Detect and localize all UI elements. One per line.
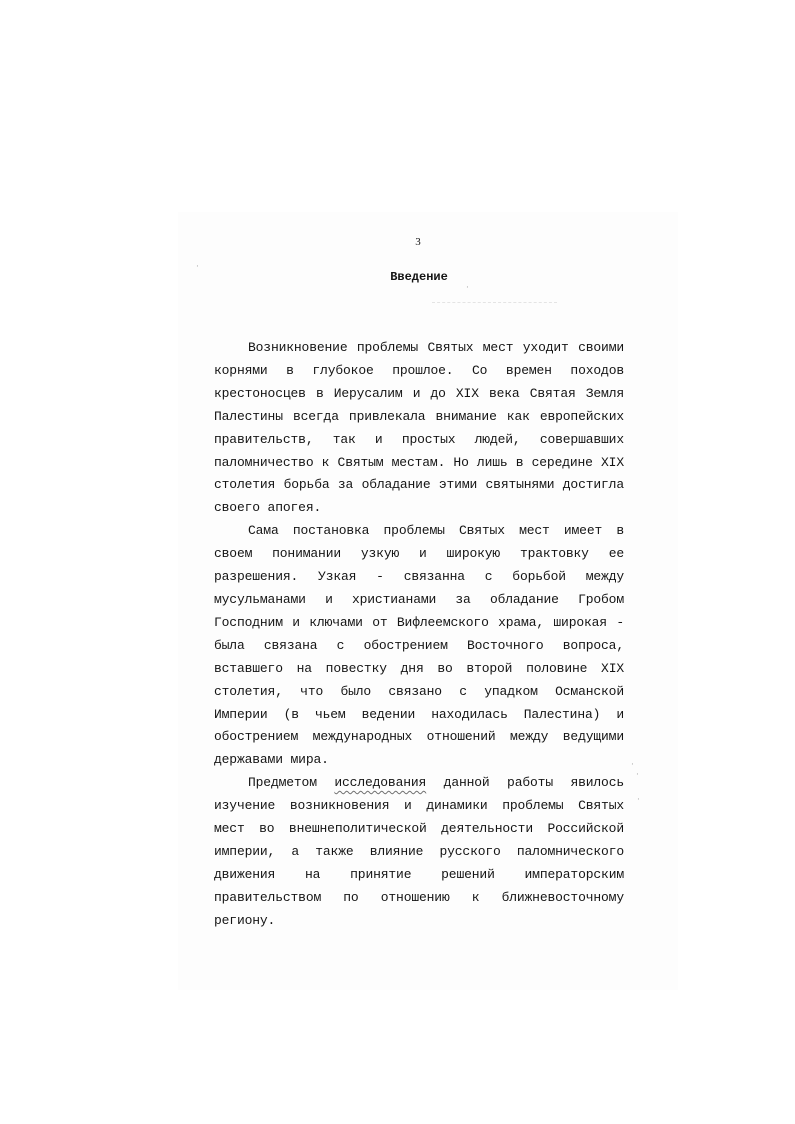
page-title: Введение — [390, 270, 448, 284]
paragraph-3-start: Предметом — [248, 775, 335, 791]
scan-artifact-line — [432, 302, 557, 303]
scan-speck: · — [637, 795, 640, 805]
paragraph-1: Возникновение проблемы Святых мест уходит своими корнями в глубокое прошлое. Со времен походов крестоносцев в Иерусалим и до XIX века Святая Земля Палестины всегда привлекала внимание как европейских правительств, так и простых людей, совершавших паломничество к Святым местам. Но лишь в середине XIX столетия борьба за обладание этими святынями достигла своего апогея. — [214, 340, 624, 516]
body-text — [214, 337, 624, 933]
paragraph-3 — [214, 772, 624, 932]
scan-speck: · — [466, 283, 469, 293]
scan-speck: · — [636, 770, 639, 780]
scan-speck: · — [631, 760, 634, 770]
wavy-underlined-word: исследования — [334, 775, 427, 791]
page-number: 3 — [415, 236, 421, 248]
scan-speck: · — [196, 262, 199, 272]
paragraph-2: Сама постановка проблемы Святых мест имеет в своем понимании узкую и широкую трактовку ее разрешения. Узкая - связанна с борьбой между мусульманами и христианами за обладание Гробом Господним и ключами от Вифлеемского храма, широкая - была связана с обострением Восточного вопроса, вставшего на повестку дня во второй половине XIX столетия, что было связано с упадком Османской Империи (в чьем ведении находилась Палестина) и обострением международных отношений между ведущими державами мира. — [214, 523, 624, 768]
paragraph-3-rest: данной работы явилось изучение возникновения и динамики проблемы Святых мест во внешнеполитической деятельности Российской империи, а также влияние русского паломнического движения на принятие решений императорским правительством по отношению к ближневосточному региону. — [214, 775, 625, 928]
